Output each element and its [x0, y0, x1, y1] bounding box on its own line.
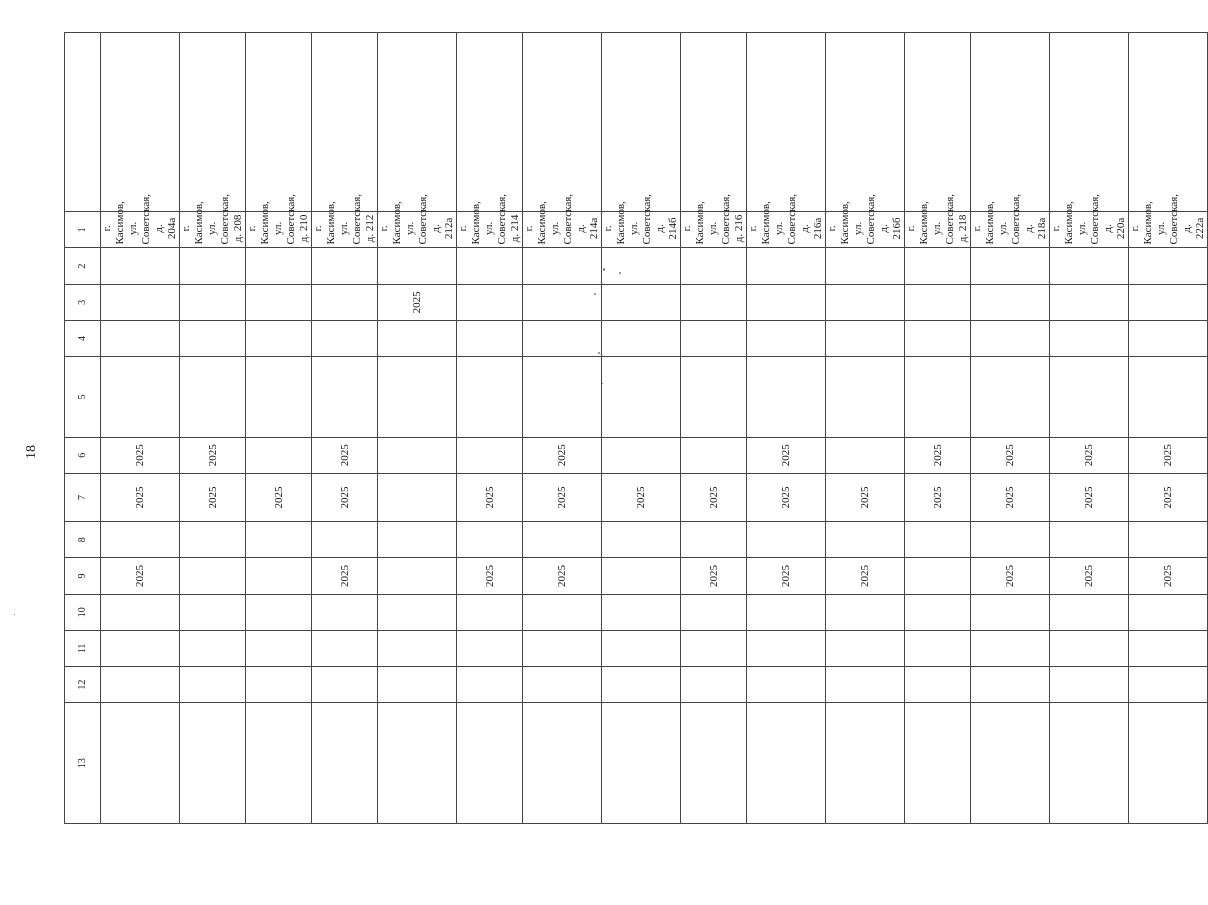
year-cell	[312, 667, 378, 703]
year-cell	[681, 522, 747, 558]
empty-cell	[378, 33, 457, 212]
year-cell: 2025	[681, 473, 747, 521]
year-cell	[602, 703, 681, 824]
address-cell: г. Касимов, ул. Советская, д. 220а	[1050, 212, 1129, 248]
table-row	[905, 33, 971, 824]
year-cell	[602, 248, 681, 284]
year-cell	[523, 357, 602, 438]
year-cell	[1050, 320, 1129, 356]
year-cell: 2025	[905, 473, 971, 521]
year-cell: 2025	[826, 473, 905, 521]
year-cell	[905, 630, 971, 666]
year-cell	[1129, 703, 1208, 824]
year-cell	[180, 284, 246, 320]
address-cell: г. Касимов, ул. Советская, д. 204а	[101, 212, 180, 248]
year-cell	[681, 320, 747, 356]
year-cell	[602, 630, 681, 666]
column-header: 4	[65, 320, 101, 356]
year-cell	[312, 594, 378, 630]
year-cell	[826, 703, 905, 824]
year-cell	[747, 667, 826, 703]
year-cell	[905, 320, 971, 356]
year-cell	[1050, 594, 1129, 630]
year-cell	[681, 703, 747, 824]
year-cell	[681, 594, 747, 630]
empty-cell	[523, 33, 602, 212]
year-cell	[378, 320, 457, 356]
year-cell	[523, 630, 602, 666]
year-cell	[747, 522, 826, 558]
year-cell: 2025	[1129, 473, 1208, 521]
column-header: 3	[65, 284, 101, 320]
year-cell	[523, 284, 602, 320]
year-cell	[1050, 284, 1129, 320]
year-cell	[523, 248, 602, 284]
empty-cell	[681, 33, 747, 212]
column-header: 2	[65, 248, 101, 284]
year-cell	[523, 703, 602, 824]
year-cell	[312, 284, 378, 320]
year-cell	[180, 522, 246, 558]
year-cell	[378, 248, 457, 284]
year-cell: 2025	[180, 473, 246, 521]
table-row	[180, 33, 246, 824]
year-cell	[180, 248, 246, 284]
year-cell	[826, 667, 905, 703]
table-row	[747, 33, 826, 824]
year-cell	[602, 320, 681, 356]
year-cell: 2025	[180, 437, 246, 473]
scan-speck	[603, 268, 605, 271]
year-cell	[378, 522, 457, 558]
year-cell	[246, 703, 312, 824]
year-cell	[681, 284, 747, 320]
year-cell	[602, 558, 681, 594]
year-cell	[747, 320, 826, 356]
year-cell	[246, 594, 312, 630]
year-cell	[1129, 320, 1208, 356]
year-cell	[457, 594, 523, 630]
year-cell	[905, 558, 971, 594]
year-cell	[681, 248, 747, 284]
year-cell	[312, 703, 378, 824]
empty-cell	[905, 33, 971, 212]
year-cell	[971, 703, 1050, 824]
table-row	[1129, 33, 1208, 824]
year-cell	[1129, 522, 1208, 558]
year-cell	[905, 284, 971, 320]
year-cell	[826, 320, 905, 356]
year-cell	[457, 703, 523, 824]
address-cell: г. Касимов, ул. Советская, д. 216а	[747, 212, 826, 248]
empty-cell	[180, 33, 246, 212]
empty-cell	[971, 33, 1050, 212]
year-cell	[747, 284, 826, 320]
header-row	[65, 33, 101, 824]
year-cell: 2025	[826, 558, 905, 594]
year-cell: 2025	[101, 437, 180, 473]
year-cell	[101, 248, 180, 284]
year-cell	[971, 667, 1050, 703]
year-cell	[246, 667, 312, 703]
year-cell	[681, 630, 747, 666]
year-cell: 2025	[457, 473, 523, 521]
empty-cell	[457, 33, 523, 212]
year-cell	[246, 558, 312, 594]
year-cell: 2025	[523, 473, 602, 521]
table-row	[312, 33, 378, 824]
year-cell	[378, 667, 457, 703]
year-cell	[826, 522, 905, 558]
page-number: 18	[24, 445, 39, 459]
column-header: 10	[65, 594, 101, 630]
year-cell	[602, 522, 681, 558]
year-cell	[681, 667, 747, 703]
scan-speck	[602, 383, 603, 384]
year-cell	[747, 248, 826, 284]
table-row	[1050, 33, 1129, 824]
year-cell	[457, 522, 523, 558]
table-row	[101, 33, 180, 824]
year-cell: 2025	[1050, 558, 1129, 594]
year-cell: 2025	[971, 437, 1050, 473]
year-cell	[826, 437, 905, 473]
scan-speck	[594, 293, 596, 295]
year-cell	[1050, 522, 1129, 558]
year-cell	[457, 630, 523, 666]
year-cell	[180, 320, 246, 356]
year-cell	[180, 703, 246, 824]
year-cell	[180, 630, 246, 666]
year-cell	[246, 357, 312, 438]
year-cell	[312, 248, 378, 284]
year-cell: 2025	[1129, 558, 1208, 594]
year-cell	[246, 522, 312, 558]
year-cell	[180, 594, 246, 630]
year-cell: 2025	[747, 437, 826, 473]
year-cell	[378, 594, 457, 630]
address-cell: г. Касимов, ул. Советская, д. 216б	[826, 212, 905, 248]
address-cell: г. Касимов, ул. Советская, д. 210	[246, 212, 312, 248]
year-cell	[681, 357, 747, 438]
table-row	[971, 33, 1050, 824]
year-cell	[747, 630, 826, 666]
year-cell	[1129, 667, 1208, 703]
year-cell	[1050, 667, 1129, 703]
empty-cell	[1129, 33, 1208, 212]
year-cell	[378, 473, 457, 521]
year-cell: 2025	[523, 558, 602, 594]
year-cell	[101, 667, 180, 703]
column-header: 13	[65, 703, 101, 824]
year-cell	[101, 703, 180, 824]
year-cell	[246, 248, 312, 284]
address-cell: г. Касимов, ул. Советская, д. 218	[905, 212, 971, 248]
year-cell	[905, 594, 971, 630]
year-cell	[246, 284, 312, 320]
year-cell	[180, 558, 246, 594]
empty-cell	[246, 33, 312, 212]
year-cell	[523, 667, 602, 703]
column-header: 8	[65, 522, 101, 558]
year-cell: 2025	[312, 558, 378, 594]
year-cell	[905, 703, 971, 824]
year-cell	[905, 357, 971, 438]
year-cell: 2025	[312, 473, 378, 521]
year-cell: 2025	[971, 558, 1050, 594]
table-row	[826, 33, 905, 824]
table-row	[457, 33, 523, 824]
year-cell	[523, 594, 602, 630]
column-header: 5	[65, 357, 101, 438]
address-cell: г. Касимов, ул. Советская, д. 212	[312, 212, 378, 248]
year-cell	[602, 594, 681, 630]
year-cell	[747, 703, 826, 824]
year-cell	[1050, 248, 1129, 284]
year-cell	[971, 357, 1050, 438]
column-header: 12	[65, 667, 101, 703]
column-header: 7	[65, 473, 101, 521]
year-cell	[101, 320, 180, 356]
empty-cell	[826, 33, 905, 212]
table-row	[246, 33, 312, 824]
year-cell	[1050, 357, 1129, 438]
year-cell	[1129, 357, 1208, 438]
year-cell	[180, 357, 246, 438]
year-cell	[905, 248, 971, 284]
year-cell	[101, 522, 180, 558]
year-cell	[1129, 248, 1208, 284]
schedule-table	[64, 32, 1208, 824]
year-cell	[1050, 630, 1129, 666]
year-cell	[681, 437, 747, 473]
year-cell	[971, 248, 1050, 284]
year-cell	[378, 630, 457, 666]
year-cell	[101, 284, 180, 320]
empty-cell	[747, 33, 826, 212]
year-cell	[826, 594, 905, 630]
year-cell	[523, 522, 602, 558]
year-cell: 2025	[523, 437, 602, 473]
address-cell: г. Касимов, ул. Советская, д. 222а	[1129, 212, 1208, 248]
year-cell	[971, 630, 1050, 666]
rotated-table-container	[64, 32, 1206, 824]
table-row	[602, 33, 681, 824]
year-cell	[826, 630, 905, 666]
year-cell	[826, 248, 905, 284]
address-cell: г. Касимов, ул. Советская, д. 214б	[602, 212, 681, 248]
year-cell	[101, 594, 180, 630]
year-cell	[312, 357, 378, 438]
year-cell: 2025	[602, 473, 681, 521]
year-cell	[1129, 630, 1208, 666]
year-cell: 2025	[1129, 437, 1208, 473]
year-cell	[457, 437, 523, 473]
year-cell	[378, 437, 457, 473]
year-cell	[971, 594, 1050, 630]
address-cell: г. Касимов, ул. Советская, д. 216	[681, 212, 747, 248]
year-cell	[312, 522, 378, 558]
year-cell	[180, 667, 246, 703]
year-cell	[905, 667, 971, 703]
year-cell: 2025	[1050, 473, 1129, 521]
table-row	[378, 33, 457, 824]
column-header: 9	[65, 558, 101, 594]
year-cell	[378, 357, 457, 438]
year-cell	[826, 357, 905, 438]
year-cell	[457, 667, 523, 703]
empty-cell	[1050, 33, 1129, 212]
year-cell	[457, 284, 523, 320]
table-row	[681, 33, 747, 824]
year-cell	[457, 357, 523, 438]
year-cell	[457, 320, 523, 356]
year-cell	[457, 248, 523, 284]
year-cell	[971, 320, 1050, 356]
year-cell	[312, 630, 378, 666]
scan-speck	[619, 272, 621, 274]
year-cell	[747, 357, 826, 438]
year-cell: 2025	[312, 437, 378, 473]
scan-speck	[598, 352, 600, 354]
column-header: 1	[65, 212, 101, 248]
year-cell	[246, 437, 312, 473]
year-cell: 2025	[747, 473, 826, 521]
year-cell: 2025	[1050, 437, 1129, 473]
year-cell	[602, 357, 681, 438]
column-header: 6	[65, 437, 101, 473]
year-cell	[378, 703, 457, 824]
column-header: 11	[65, 630, 101, 666]
year-cell: 2025	[101, 473, 180, 521]
address-cell: г. Касимов, ул. Советская, д. 218а	[971, 212, 1050, 248]
year-cell: 2025	[905, 437, 971, 473]
scan-speck	[14, 614, 15, 615]
empty-cell	[101, 33, 180, 212]
year-cell	[1050, 703, 1129, 824]
year-cell	[378, 558, 457, 594]
address-cell: г. Касимов, ул. Советская, д. 208	[180, 212, 246, 248]
address-cell: г. Касимов, ул. Советская, д. 214а	[523, 212, 602, 248]
year-cell	[602, 284, 681, 320]
year-cell: 2025	[971, 473, 1050, 521]
table-row	[523, 33, 602, 824]
year-cell	[312, 320, 378, 356]
year-cell	[1129, 284, 1208, 320]
empty-cell	[602, 33, 681, 212]
address-cell: г. Касимов, ул. Советская, д. 214	[457, 212, 523, 248]
address-cell: г. Касимов, ул. Советская, д. 212а	[378, 212, 457, 248]
year-cell	[1129, 594, 1208, 630]
year-cell	[826, 284, 905, 320]
year-cell	[747, 594, 826, 630]
header-empty-cell	[65, 33, 101, 212]
year-cell	[971, 284, 1050, 320]
year-cell	[602, 437, 681, 473]
year-cell	[971, 522, 1050, 558]
year-cell: 2025	[101, 558, 180, 594]
year-cell: 2025	[378, 284, 457, 320]
year-cell	[101, 357, 180, 438]
year-cell	[523, 320, 602, 356]
year-cell: 2025	[246, 473, 312, 521]
year-cell	[905, 522, 971, 558]
year-cell	[101, 630, 180, 666]
year-cell	[246, 630, 312, 666]
year-cell: 2025	[747, 558, 826, 594]
year-cell: 2025	[457, 558, 523, 594]
year-cell	[246, 320, 312, 356]
year-cell: 2025	[681, 558, 747, 594]
empty-cell	[312, 33, 378, 212]
year-cell	[602, 667, 681, 703]
